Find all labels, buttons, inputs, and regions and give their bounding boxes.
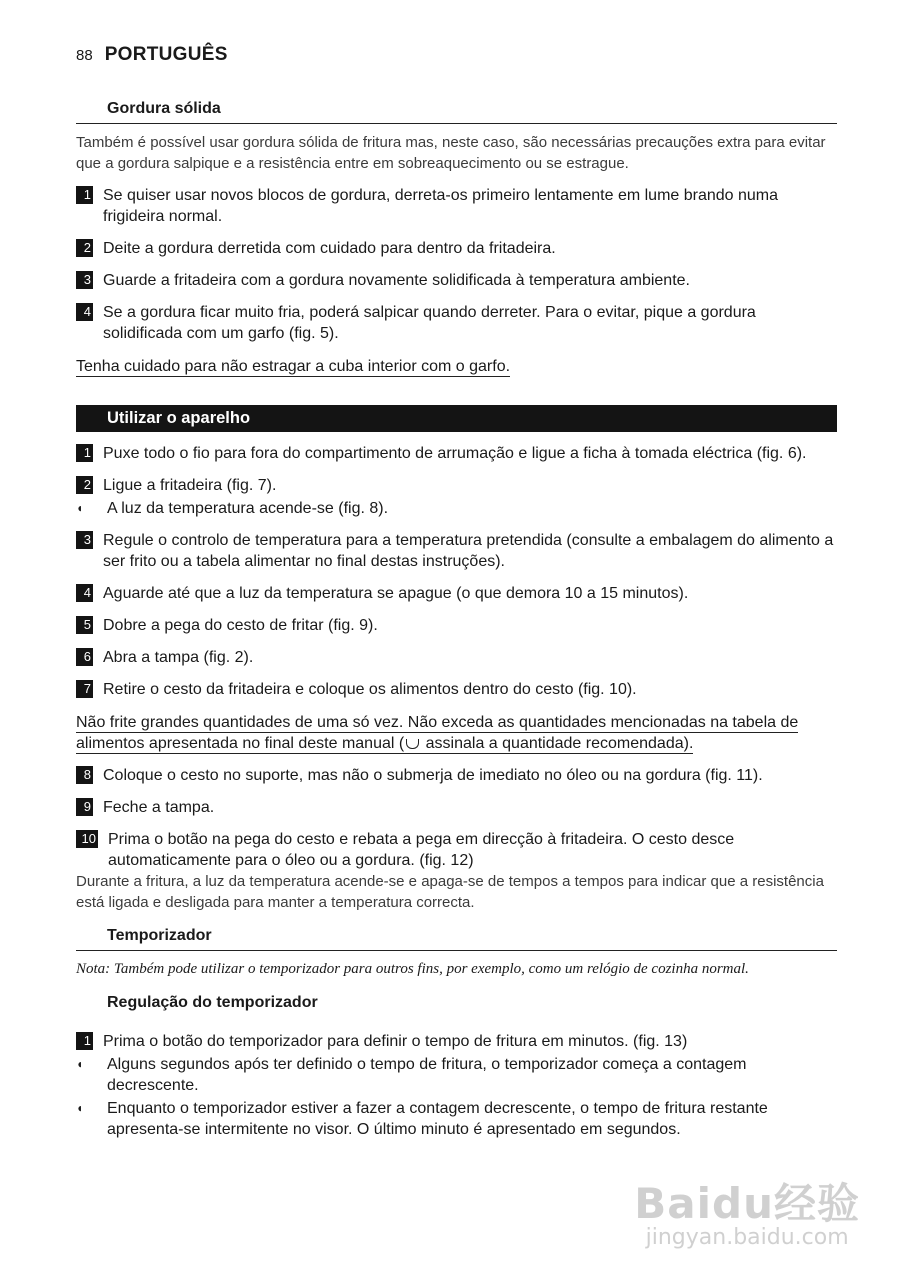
step-text: Coloque o cesto no suporte, mas não o submerja de imediato no óleo ou na gordura (fig. 11).: [103, 767, 763, 784]
step-number: 1: [76, 444, 93, 462]
step-text: Prima o botão do temporizador para definir o tempo de fritura em minutos. (fig. 13): [103, 1033, 688, 1050]
bullet-text: Alguns segundos após ter definido o tempo de fritura, o temporizador começa a contagem decrescente.: [107, 1056, 747, 1094]
step-number: 3: [76, 531, 93, 549]
step-text: Prima o botão na pega do cesto e rebata a pega em direcção à fritadeira. O cesto desce automaticamente para o óleo ou a gordura. (fig. 12): [108, 831, 735, 869]
step-text: Aguarde até que a luz da temperatura se apague (o que demora 10 a 15 minutos).: [103, 585, 689, 602]
page-content: [76, 98, 837, 1140]
arrow-bullet-icon: ◖: [76, 1101, 84, 1115]
page-language-title: PORTUGUÊS: [104, 44, 228, 65]
step-number: 2: [76, 239, 93, 257]
step-number: 5: [76, 616, 93, 634]
step-number: 4: [76, 584, 93, 602]
step-number: 10: [76, 830, 98, 848]
bullet-text: A luz da temperatura acende-se (fig. 8).: [107, 500, 389, 517]
step-text: Deite a gordura derretida com cuidado para dentro da fritadeira.: [103, 240, 556, 257]
using-step-5: [76, 615, 837, 636]
using-step-10: [76, 829, 837, 871]
frying-info-text: Durante a fritura, a luz da temperatura acende-se e apaga-se de tempos a tempos para indicar que a resistência está ligada e desligada para manter a temperatura correcta.: [76, 873, 824, 911]
solid-fat-step: [76, 238, 837, 259]
using-step-3: [76, 530, 837, 572]
step-text: Se quiser usar novos blocos de gordura, derreta-os primeiro lentamente em lume brando numa frigideira normal.: [103, 187, 779, 225]
step-text: Retire o cesto da fritadeira e coloque os alimentos dentro do cesto (fig. 10).: [103, 681, 637, 698]
timer-note: Nota: Também pode utilizar o temporizador para outros fins, por exemplo, como um relógio de cozinha normal.: [76, 961, 749, 977]
step-text: Puxe todo o fio para fora do compartimento de arrumação e ligue a ficha à tomada eléctrica (fig. 6).: [103, 445, 807, 462]
solid-fat-warning: [76, 356, 837, 377]
step-number: 8: [76, 766, 93, 784]
step-text: Regule o controlo de temperatura para a temperatura pretendida (consulte a embalagem do alimento a ser frito ou a tabela alimentar no final destas instruções).: [103, 532, 834, 570]
step-text: Feche a tampa.: [103, 799, 215, 816]
using-step-8: [76, 765, 837, 786]
step-number: 9: [76, 798, 93, 816]
warning-text: Tenha cuidado para não estragar a cuba interior com o garfo.: [76, 358, 511, 375]
baidu-watermark: [634, 1171, 860, 1250]
basket-icon: [404, 735, 421, 754]
watermark-url: jingyan.baidu.com: [645, 1225, 849, 1250]
step-text: Dobre a pega do cesto de fritar (fig. 9).: [103, 617, 378, 634]
quantity-warning: [76, 712, 837, 754]
timer-setting-heading: Regulação do temporizador: [107, 994, 318, 1011]
step-number: 7: [76, 680, 93, 698]
solid-fat-step: [76, 185, 837, 227]
step-text: Ligue a fritadeira (fig. 7).: [103, 477, 277, 494]
bullet-text: Enquanto o temporizador estiver a fazer a contagem decrescente, o tempo de fritura restante apresenta-se intermitente no visor. O último minuto é apresentado em segundos.: [107, 1100, 768, 1138]
step-number: 6: [76, 648, 93, 666]
using-step-1: [76, 443, 837, 464]
using-step-4: [76, 583, 837, 604]
result-bullet: [76, 498, 837, 519]
step-number: 2: [76, 476, 93, 494]
page-header: [76, 44, 228, 66]
step-text: Se a gordura ficar muito fria, poderá salpicar quando derreter. Para o evitar, pique a gordura solidificada com um garfo (fig. 5).: [103, 304, 756, 342]
solid-fat-step: [76, 302, 837, 344]
page-number: 88: [76, 47, 93, 64]
result-bullet: [76, 1054, 837, 1096]
using-step-2: [76, 475, 837, 496]
arrow-bullet-icon: ◖: [76, 501, 84, 515]
timer-heading: Temporizador: [76, 925, 837, 951]
solid-fat-step: [76, 270, 837, 291]
arrow-bullet-icon: ◖: [76, 1057, 84, 1071]
watermark-logo: Baidu经验: [634, 1179, 860, 1228]
step-text: Guarde a fritadeira com a gordura novamente solidificada à temperatura ambiente.: [103, 272, 690, 289]
result-bullet: [76, 1098, 837, 1140]
step-number: 4: [76, 303, 93, 321]
step-text: Abra a tampa (fig. 2).: [103, 649, 254, 666]
solid-fat-heading: Gordura sólida: [76, 98, 837, 124]
solid-fat-intro: Também é possível usar gordura sólida de fritura mas, neste caso, são necessárias precauções extra para evitar que a gordura salpique e a resistência entre em sobreaquecimento ou se estrague.: [76, 134, 826, 172]
warning-text-after: assinala a quantidade recomendada).: [421, 735, 694, 752]
warning-text-before: Não frite grandes quantidades de uma só vez. Não exceda as quantidades mencionadas na tabela de alimentos apresentada no final deste manual (: [76, 714, 799, 752]
using-step-6: [76, 647, 837, 668]
using-section-heading: Utilizar o aparelho: [76, 405, 837, 432]
using-step-7: [76, 679, 837, 700]
step-number: 1: [76, 1032, 93, 1050]
step-number: 3: [76, 271, 93, 289]
step-number: 1: [76, 186, 93, 204]
timer-step-1: [76, 1031, 837, 1052]
using-step-9: [76, 797, 837, 818]
